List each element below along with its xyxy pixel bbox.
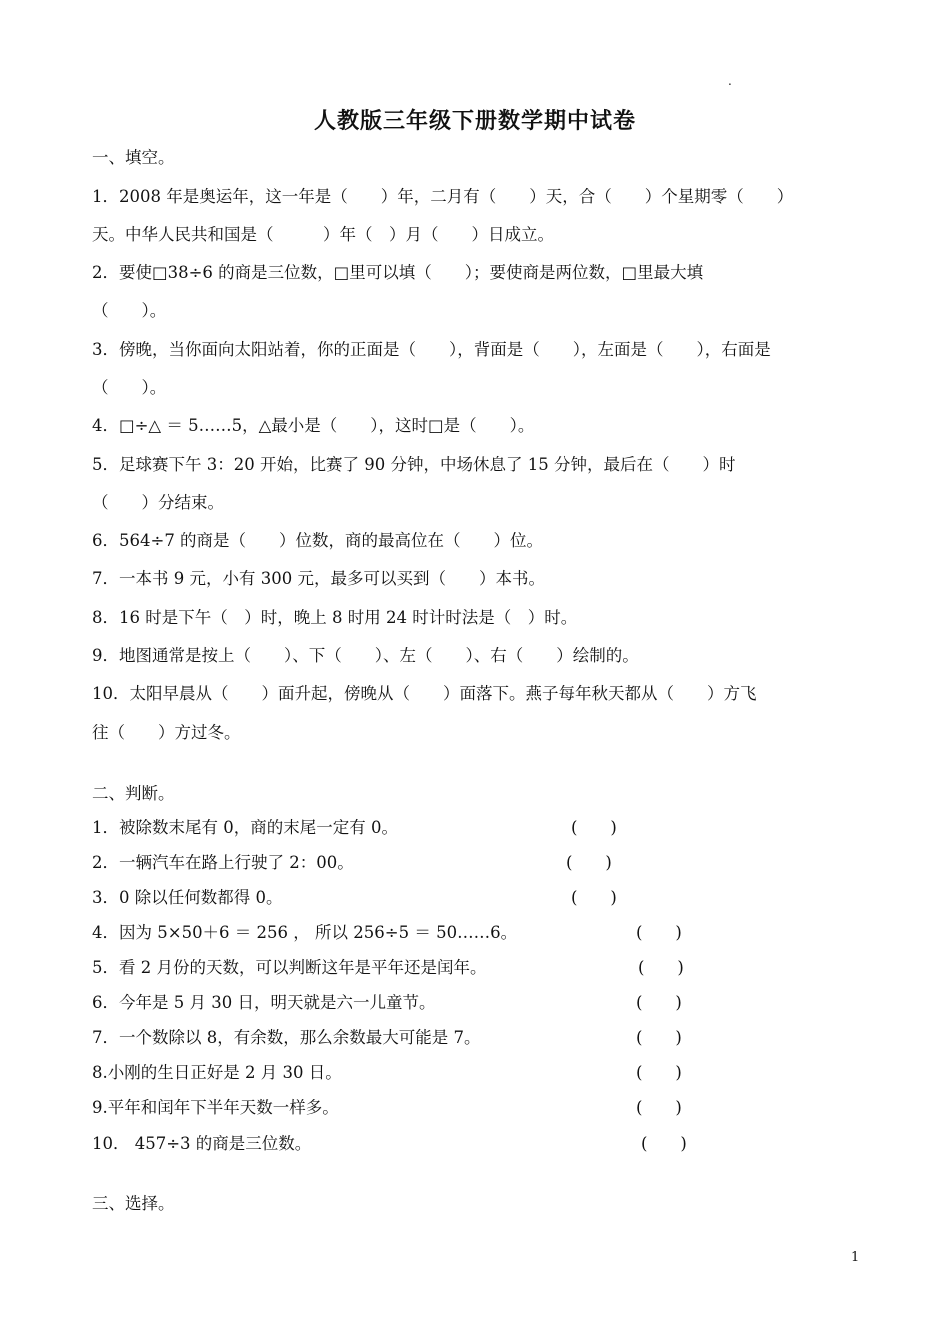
answer-paren[interactable]: ( ) — [641, 1134, 687, 1153]
answer-paren[interactable]: ( ) — [636, 1063, 682, 1082]
judge-item: 5．看 2 月份的天数，可以判断这年是平年还是闰年。 — [92, 958, 487, 977]
fill-line: 8．16 时是下午（ ）时，晚上 8 时用 24 时计时法是（ ）时。 — [92, 608, 578, 627]
answer-paren[interactable]: ( ) — [571, 818, 617, 837]
fill-line: 9．地图通常是按上（ ）、下（ ）、左（ ）、右（ ）绘制的。 — [92, 646, 639, 665]
fill-line: （ ）分结束。 — [92, 493, 224, 512]
fill-line: 4．□÷△ ＝ 5……5，△最小是（ ），这时□是（ ）。 — [92, 416, 535, 435]
answer-paren[interactable]: ( ) — [636, 1098, 682, 1117]
corner-dot: . — [728, 74, 732, 88]
fill-line: （ ）。 — [92, 378, 167, 397]
fill-line: 6．564÷7 的商是（ ）位数，商的最高位在（ ）位。 — [92, 531, 544, 550]
answer-paren[interactable]: ( ) — [566, 853, 612, 872]
answer-paren[interactable]: ( ) — [636, 923, 682, 942]
answer-paren[interactable]: ( ) — [571, 888, 617, 907]
fill-line: （ ）。 — [92, 301, 167, 320]
page-title: 人教版三年级下册数学期中试卷 — [313, 108, 636, 134]
judge-item: 8.小刚的生日正好是 2 月 30 日。 — [92, 1063, 342, 1082]
answer-paren[interactable]: ( ) — [636, 1028, 682, 1047]
fill-line: 3．傍晚，当你面向太阳站着，你的正面是（ ），背面是（ ），左面是（ ），右面是 — [92, 340, 771, 359]
answer-paren[interactable]: ( ) — [636, 993, 682, 1012]
judge-item: 10． 457÷3 的商是三位数。 — [92, 1134, 312, 1153]
judge-item: 3．0 除以任何数都得 0。 — [92, 888, 283, 907]
fill-line: 往（ ）方过冬。 — [92, 723, 241, 742]
section-heading-fill: 一、填空。 — [92, 148, 175, 167]
fill-line: 1．2008 年是奥运年，这一年是（ ）年，二月有（ ）天，合（ ）个星期零（ ） — [92, 187, 794, 206]
section-heading-choice: 三、选择。 — [92, 1194, 175, 1213]
fill-line: 5．足球赛下午 3：20 开始，比赛了 90 分钟，中场休息了 15 分钟，最后在（ ）时 — [92, 455, 736, 474]
fill-line: 天。中华人民共和国是（ ）年（ ）月（ ）日成立。 — [92, 225, 554, 244]
judge-item: 7．一个数除以 8，有余数，那么余数最大可能是 7。 — [92, 1028, 481, 1047]
page-number: 1 — [851, 1250, 860, 1265]
fill-line: 2．要使□38÷6 的商是三位数，□里可以填（ ）；要使商是两位数，□里最大填 — [92, 263, 704, 282]
judge-item: 9.平年和闰年下半年天数一样多。 — [92, 1098, 339, 1117]
judge-item: 1．被除数末尾有 0，商的末尾一定有 0。 — [92, 818, 398, 837]
section-heading-judge: 二、判断。 — [92, 784, 175, 803]
fill-line: 10．太阳早晨从（ ）面升起，傍晚从（ ）面落下。燕子每年秋天都从（ ）方飞 — [92, 684, 757, 703]
judge-item: 2．一辆汽车在路上行驶了 2：00。 — [92, 853, 354, 872]
answer-paren[interactable]: ( ) — [638, 958, 684, 977]
judge-item: 4．因为 5×50＋6 ＝ 256 ， 所以 256÷5 ＝ 50……6。 — [92, 923, 518, 942]
judge-item: 6．今年是 5 月 30 日，明天就是六一儿童节。 — [92, 993, 436, 1012]
fill-line: 7．一本书 9 元，小有 300 元，最多可以买到（ ）本书。 — [92, 569, 545, 588]
